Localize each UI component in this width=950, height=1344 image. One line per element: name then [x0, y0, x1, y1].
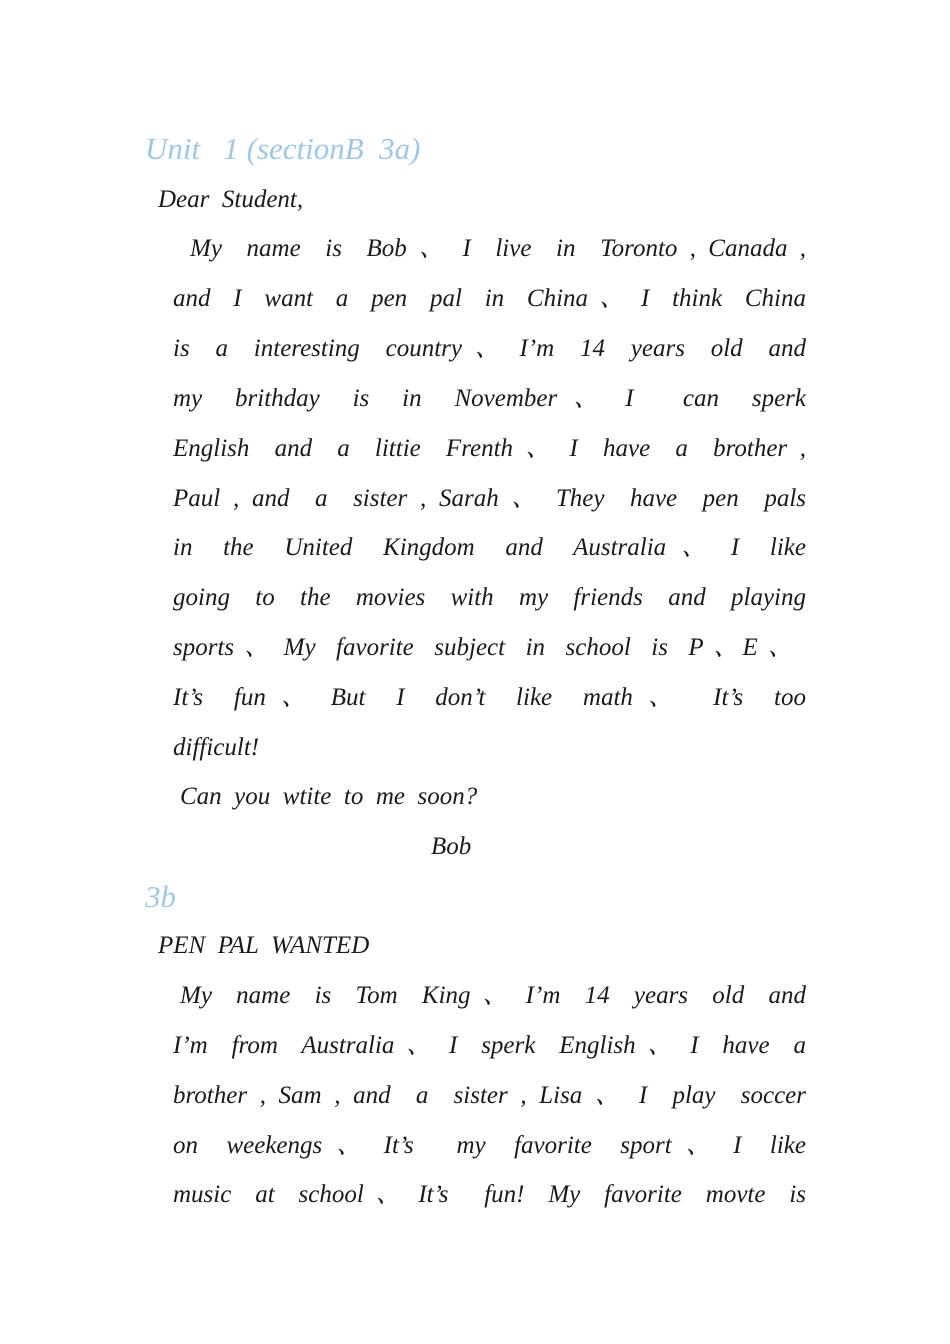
- letter-line-2: and I want a pen pal in China 、 I think China: [173, 285, 806, 312]
- letter-line-7: in the United Kingdom and Australia 、 I like: [173, 534, 806, 561]
- letter-line-6: Paul , and a sister , Sarah 、 They have pen pals: [173, 485, 806, 512]
- letter-line-11: difficult!: [173, 734, 260, 761]
- ad-line-5: music at school 、 It’s fun! My favorite movte is: [173, 1181, 806, 1208]
- ad-line-1: My name is Tom King 、 I’m 14 years old and: [180, 982, 806, 1009]
- letter-line-3: is a interesting country 、 I’m 14 years old and: [173, 335, 806, 362]
- ad-title: PEN PAL WANTED: [158, 932, 370, 959]
- letter-line-5: English and a littie Frenth 、 I have a brother ,: [173, 435, 806, 462]
- section-b-heading: 3b: [145, 879, 176, 914]
- ad-line-3: brother , Sam , and a sister , Lisa 、 I play soccer: [173, 1082, 806, 1109]
- letter-line-9: sports 、 My favorite subject in school is P 、E 、: [173, 634, 793, 661]
- closing-question: Can you wtite to me soon?: [180, 783, 478, 810]
- salutation: Dear Student,: [158, 186, 304, 213]
- letter-line-10: It’s fun 、 But I don’t like math 、 It’s too: [173, 684, 806, 711]
- letter-line-4: my brithday is in November 、 I can sperk: [173, 385, 806, 412]
- signature: Bob: [431, 833, 472, 860]
- ad-line-4: on weekengs 、 It’s my favorite sport 、 I like: [173, 1132, 806, 1159]
- letter-line-1: My name is Bob 、 I live in Toronto , Canada ,: [190, 235, 806, 262]
- ad-line-2: I’m from Australia 、 I sperk English 、 I have a: [173, 1032, 806, 1059]
- letter-line-8: going to the movies with my friends and playing: [173, 584, 806, 611]
- section-a-heading: Unit 1 (sectionB 3a): [145, 131, 421, 166]
